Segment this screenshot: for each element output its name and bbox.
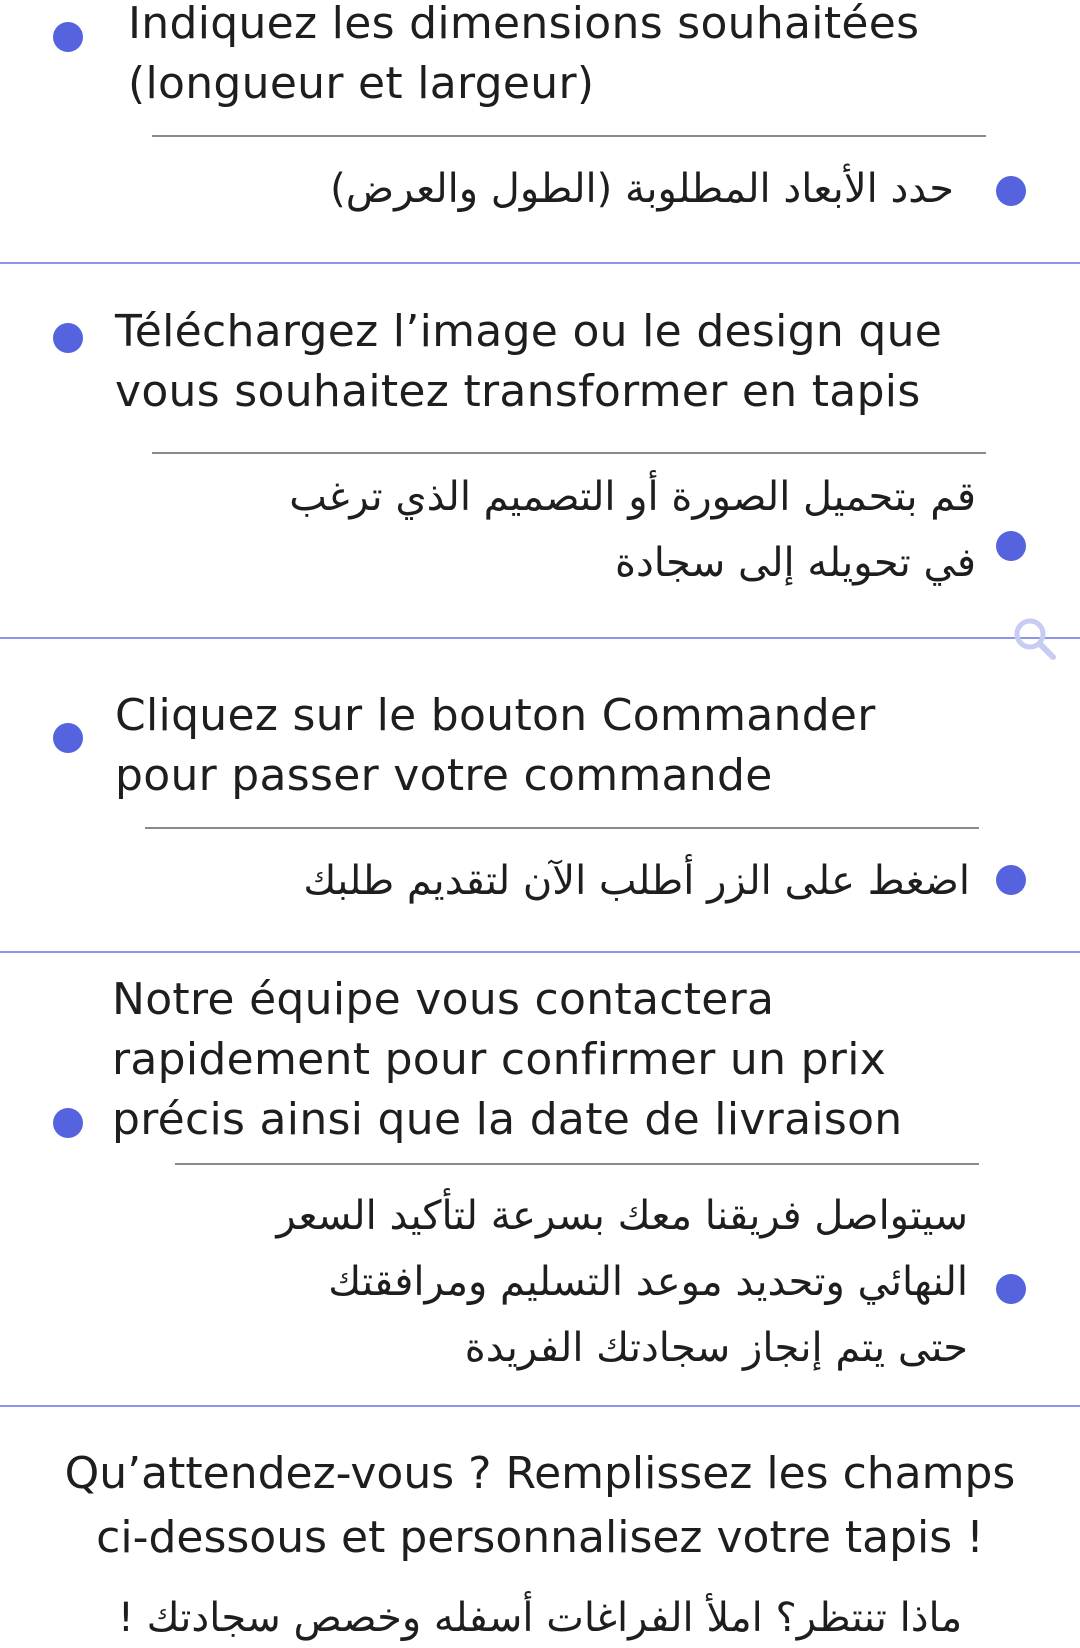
divider bbox=[145, 827, 979, 829]
bullet-dot bbox=[53, 723, 83, 753]
step-3-ar-text: اضغط على الزر أطلب الآن لتقديم طلبك bbox=[303, 858, 970, 904]
bullet-dot bbox=[996, 531, 1026, 561]
section-separator bbox=[0, 637, 1080, 639]
bullet-dot bbox=[53, 22, 83, 52]
section-separator bbox=[0, 262, 1080, 264]
step-1-ar-text: حدد الأبعاد المطلوبة (الطول والعرض) bbox=[330, 166, 954, 212]
step-2-fr-text: Téléchargez l’image ou le design que vous souhaitez transformer en tapis bbox=[115, 306, 943, 417]
step-2-ar-text: قم بتحميل الصورة أو التصميم الذي ترغب في تحويله إلى سجادة bbox=[289, 474, 976, 586]
divider bbox=[152, 135, 986, 137]
bullet-dot bbox=[996, 865, 1026, 895]
step-4-fr-text: Notre équipe vous contactera rapidement pour confirmer un prix précis ainsi que la date de livraison bbox=[112, 974, 903, 1145]
divider bbox=[175, 1163, 979, 1165]
bullet-dot bbox=[53, 1108, 83, 1138]
cta-french-text: Qu’attendez-vous ? Remplissez les champs ci-dessous et personnalisez votre tapis ! bbox=[64, 1448, 1016, 1563]
bullet-dot bbox=[996, 1274, 1026, 1304]
cta-arabic-text: ماذا تنتظر؟ املأ الفراغات أسفله وخصص سجادتك ! bbox=[117, 1595, 963, 1641]
step-3-fr-text: Cliquez sur le bouton Commander pour passer votre commande bbox=[115, 690, 876, 801]
section-separator bbox=[0, 1405, 1080, 1407]
bullet-dot bbox=[996, 176, 1026, 206]
section-separator bbox=[0, 951, 1080, 953]
divider bbox=[152, 452, 986, 454]
step-4-ar-text: سيتواصل فريقنا معك بسرعة لتأكيد السعر النهائي وتحديد موعد التسليم ومرافقتك حتى يتم إنجاز سجادتك الفريدة bbox=[276, 1193, 968, 1371]
search-icon[interactable] bbox=[1013, 617, 1057, 661]
step-1-fr-text: Indiquez les dimensions souhaitées (longueur et largeur) bbox=[128, 0, 920, 109]
bullet-dot bbox=[53, 323, 83, 353]
